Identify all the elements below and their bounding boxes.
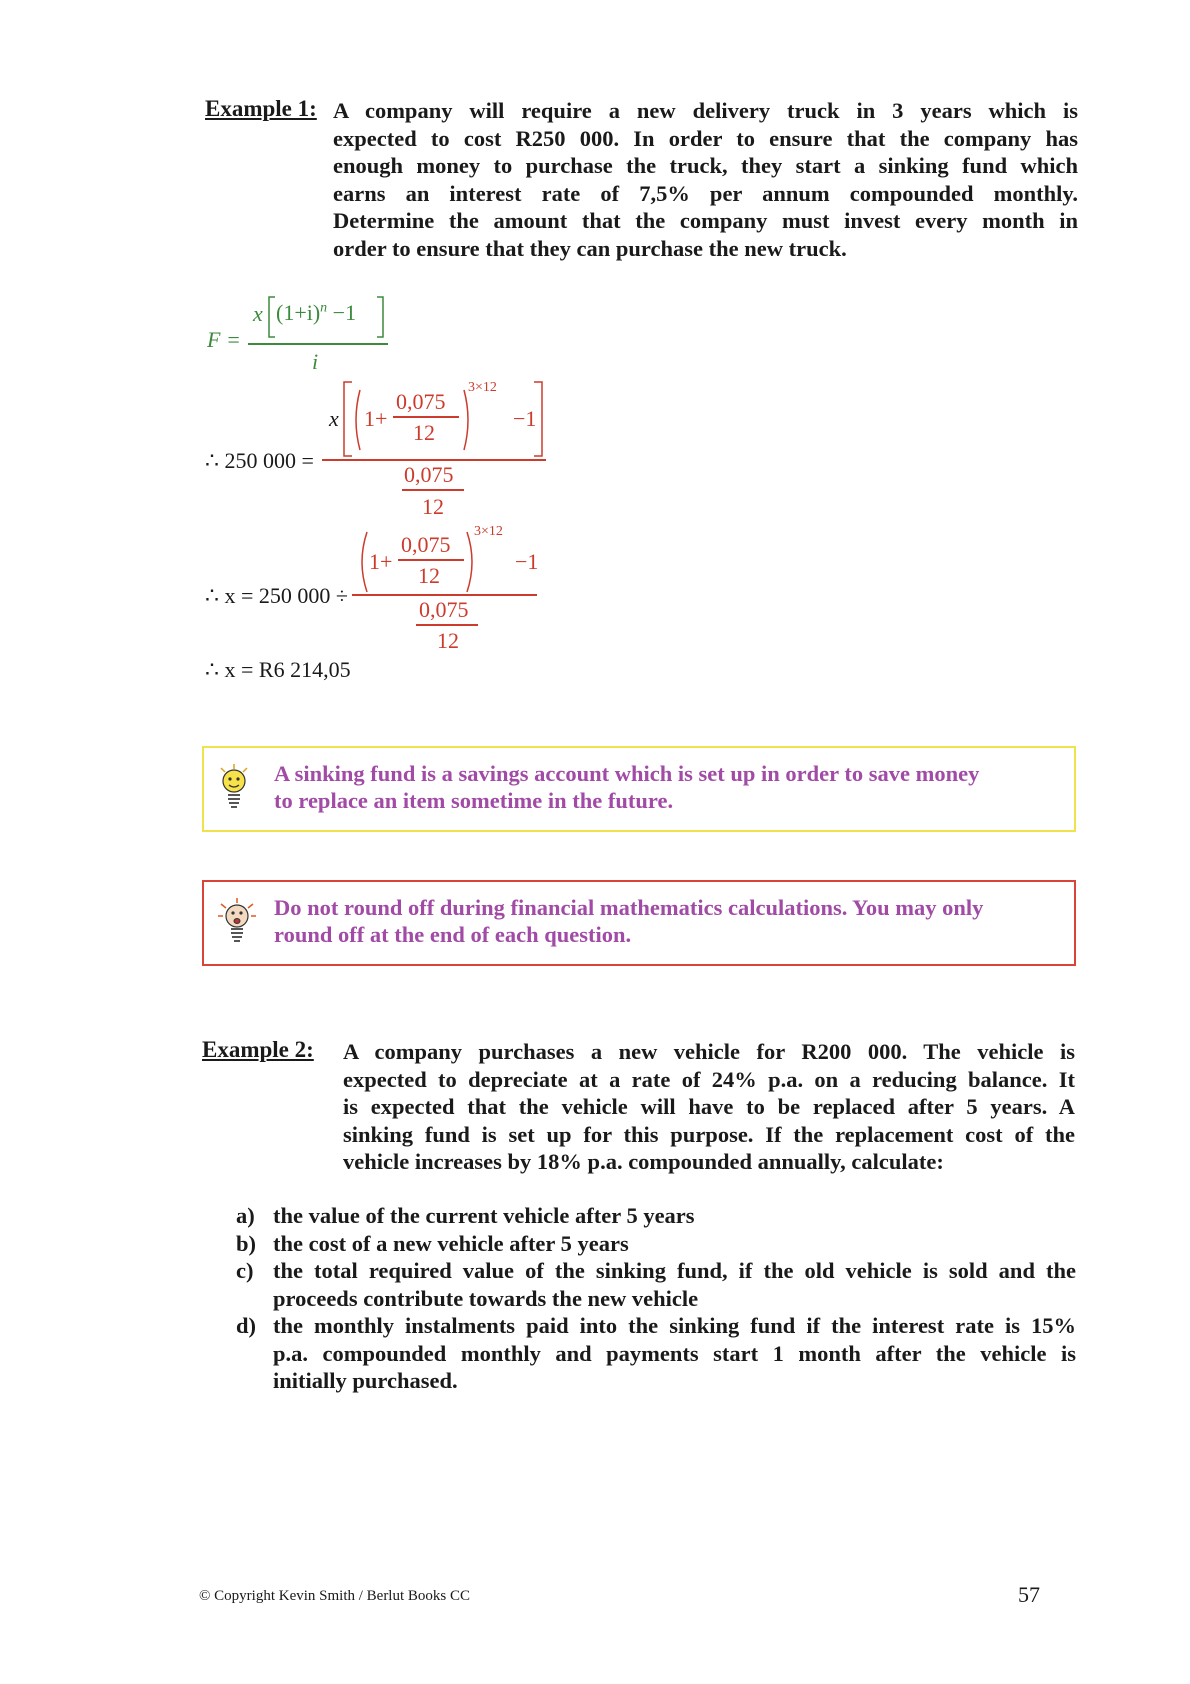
step2-den-line <box>416 624 478 626</box>
list-line: the monthly instalments paid into the sinking fund if the interest rate is 15% <box>273 1313 1076 1338</box>
example2-line: expected to depreciate at a rate of 24% p.a. on a reducing balance. It <box>343 1066 1075 1092</box>
list-item <box>236 1230 1076 1258</box>
worried-lightbulb-icon <box>217 898 257 944</box>
tip-box <box>202 746 1076 832</box>
step1-lhs: ∴ 250 000 = <box>205 448 314 473</box>
formula-lhs: F = <box>207 327 241 352</box>
list-item <box>236 1312 1076 1395</box>
example1-line: earns an interest rate of 7,5% per annum compounded monthly. <box>333 180 1078 206</box>
step2-exponent: 3×12 <box>474 524 503 539</box>
warning-text <box>274 894 1064 948</box>
step1-den-line <box>402 489 464 491</box>
list-item <box>236 1257 1076 1312</box>
step2-den-months: 12 <box>437 628 459 653</box>
warning-box <box>202 880 1076 966</box>
example1-line: expected to cost R250 000. In order to ensure that the company has <box>333 125 1078 151</box>
list-marker: d) <box>236 1313 257 1338</box>
list-line: the cost of a new vehicle after 5 years <box>273 1231 629 1256</box>
step1-fraction-line <box>322 459 546 461</box>
example1-line: Determine the amount that the company must invest every month in <box>333 208 1078 233</box>
tip-line: to replace an item sometime in the future. <box>274 788 674 813</box>
step2-inner-line <box>398 559 464 561</box>
formula-fraction-line <box>248 343 388 345</box>
step1-rate: 0,075 <box>396 389 446 414</box>
list-marker: a) <box>236 1203 255 1228</box>
step1-minus-one: −1 <box>513 406 537 431</box>
list-text <box>273 1202 1076 1230</box>
page-number: 57 <box>1018 1582 1040 1607</box>
example2-line: is expected that the vehicle will have to be replaced after 5 years. A <box>343 1094 1075 1119</box>
list-text <box>273 1230 1076 1258</box>
example2-line: sinking fund is set up for this purpose. If the replacement cost of the <box>343 1121 1075 1147</box>
example1-line: A company will require a new delivery truck in 3 years which is <box>333 98 1078 123</box>
list-line: proceeds contribute towards the new vehicle <box>273 1285 699 1311</box>
step1-exponent: 3×12 <box>468 380 497 395</box>
step2-months: 12 <box>418 563 440 588</box>
lightbulb-icon <box>217 764 251 810</box>
warning-line: Do not round off during financial mathematics calculations. You may only <box>274 895 984 920</box>
step2-minus-one: −1 <box>515 549 539 574</box>
step2-fraction-line <box>352 594 537 596</box>
step1-den-rate: 0,075 <box>404 462 454 487</box>
list-item <box>236 1202 1076 1230</box>
example1-text <box>333 97 1078 262</box>
step2-one-plus: 1+ <box>369 549 393 574</box>
example2-line: A company purchases a new vehicle for R200 000. The vehicle is <box>343 1039 1075 1064</box>
step1-one-plus: 1+ <box>364 406 388 431</box>
formula-base: (1+i) <box>276 300 321 325</box>
step3-result: ∴ x = R6 214,05 <box>205 657 351 682</box>
formula-body <box>276 300 356 326</box>
step1-months: 12 <box>413 420 435 445</box>
list-line: the total required value of the sinking fund, if the old vehicle is sold and the <box>273 1258 1076 1283</box>
list-line: p.a. compounded monthly and payments start 1 month after the vehicle is <box>273 1340 1076 1366</box>
formula-x: x <box>253 301 263 326</box>
list-text <box>273 1257 1076 1312</box>
example1-line: order to ensure that they can purchase the new truck. <box>333 235 847 261</box>
list-marker: c) <box>236 1258 254 1283</box>
step1-inner-line <box>393 416 459 418</box>
step2-lhs: ∴ x = 250 000 ÷ <box>205 583 348 608</box>
step2-den-rate: 0,075 <box>419 597 469 622</box>
example2-text <box>343 1038 1075 1176</box>
list-line: initially purchased. <box>273 1368 458 1393</box>
example2-label: Example 2: <box>202 1037 314 1062</box>
formula-denominator: i <box>312 349 319 374</box>
example2-line: vehicle increases by 18% p.a. compounded annually, calculate: <box>343 1149 944 1174</box>
formula-minus-one: −1 <box>332 300 357 325</box>
formula-exponent: n <box>320 300 328 316</box>
step1-x: x <box>329 406 339 431</box>
example1-label: Example 1: <box>205 96 317 121</box>
list-line: the value of the current vehicle after 5 years <box>273 1203 695 1228</box>
warning-line: round off at the end of each question. <box>274 922 632 947</box>
list-marker: b) <box>236 1231 257 1256</box>
footer-copyright: © Copyright Kevin Smith / Berlut Books CC <box>199 1588 470 1604</box>
tip-text <box>274 760 1064 814</box>
tip-line: A sinking fund is a savings account which is set up in order to save money <box>274 761 980 786</box>
step2-rate: 0,075 <box>401 532 451 557</box>
example1-line: enough money to purchase the truck, they start a sinking fund which <box>333 153 1078 178</box>
step1-den-months: 12 <box>422 494 444 519</box>
list-text <box>273 1312 1076 1395</box>
